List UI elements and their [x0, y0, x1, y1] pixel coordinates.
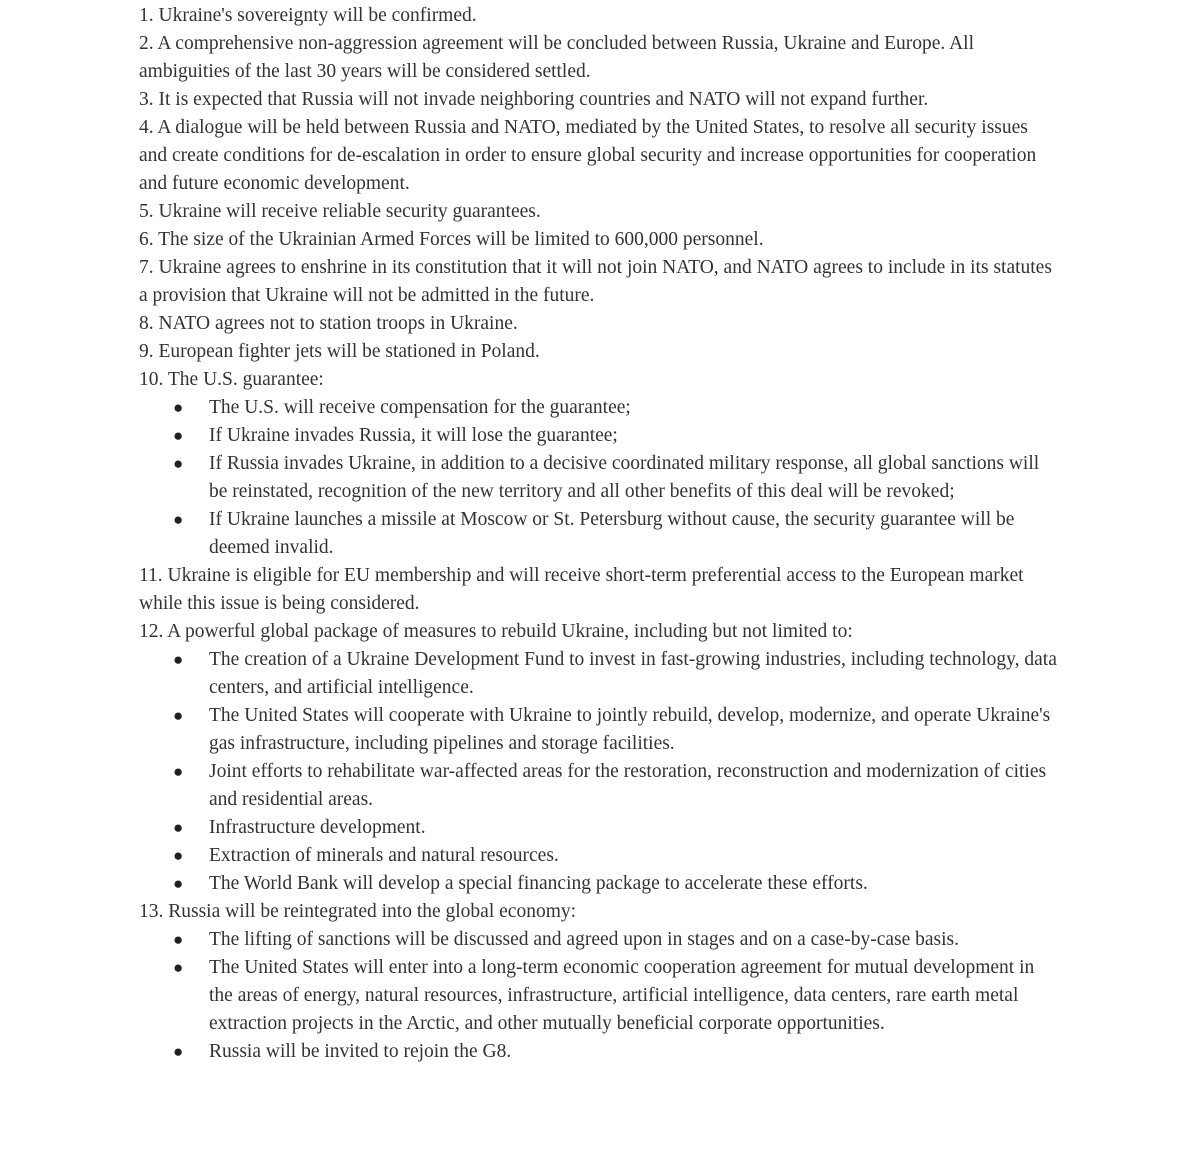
- bullet-text: The United States will cooperate with Ukraine to jointly rebuild, develop, modernize, and operate Ukraine's gas infrastructure, including pipelines and storage facilities.: [209, 705, 1051, 754]
- bullet-icon: ●: [173, 762, 184, 781]
- bullet-icon: ●: [173, 958, 184, 977]
- list-item-3: 3. It is expected that Russia will not invade neighboring countries and NATO will not expand further.: [139, 89, 929, 110]
- bullet-text: Extraction of minerals and natural resources.: [209, 845, 559, 866]
- list-item-6: 6. The size of the Ukrainian Armed Forces will be limited to 600,000 personnel.: [139, 229, 764, 250]
- bullet-text: If Ukraine invades Russia, it will lose the guarantee;: [209, 425, 618, 446]
- list-item-8: 8. NATO agrees not to station troops in Ukraine.: [139, 313, 518, 334]
- list-item-2: 2. A comprehensive non-aggression agreement will be concluded between Russia, Ukraine and Europe. All ambiguities of the last 30 years will be considered settled.: [139, 33, 975, 82]
- bullet-item: [139, 702, 1059, 758]
- list-item-1: 1. Ukraine's sovereignty will be confirmed.: [139, 5, 477, 26]
- bullet-item: [139, 450, 1059, 506]
- bullet-text: The World Bank will develop a special financing package to accelerate these efforts.: [209, 873, 868, 894]
- bullet-text: If Russia invades Ukraine, in addition to a decisive coordinated military response, all global sanctions will be reinstated, recognition of the new territory and all other benefits of this deal will be revoked;: [209, 453, 1040, 502]
- bullet-icon: ●: [173, 874, 184, 893]
- bullet-item: [139, 394, 1059, 422]
- bullet-item: [139, 506, 1059, 562]
- bullet-item: [139, 842, 1059, 870]
- bullet-icon: ●: [173, 510, 184, 529]
- bullet-text: The creation of a Ukraine Development Fund to invest in fast-growing industries, including technology, data centers, and artificial intelligence.: [209, 649, 1057, 698]
- bullet-icon: ●: [173, 650, 184, 669]
- bullet-icon: ●: [173, 454, 184, 473]
- bullet-item: [139, 758, 1059, 814]
- list-item-12: 12. A powerful global package of measures to rebuild Ukraine, including but not limited to:: [139, 621, 853, 642]
- bullet-text: The U.S. will receive compensation for the guarantee;: [209, 397, 631, 418]
- sublist-reintegration: [139, 926, 1059, 1066]
- bullet-text: If Ukraine launches a missile at Moscow or St. Petersburg without cause, the security guarantee will be deemed invalid.: [209, 509, 1015, 558]
- sublist-rebuild-package: [139, 646, 1059, 898]
- bullet-icon: ●: [173, 818, 184, 837]
- bullet-icon: ●: [173, 846, 184, 865]
- list-item-4: 4. A dialogue will be held between Russia and NATO, mediated by the United States, to resolve all security issues and create conditions for de-escalation in order to ensure global security and increase opportunities for cooperation and future economic development.: [139, 117, 1037, 194]
- bullet-item: [139, 926, 1059, 954]
- bullet-icon: ●: [173, 1042, 184, 1061]
- bullet-icon: ●: [173, 706, 184, 725]
- bullet-text: Russia will be invited to rejoin the G8.: [209, 1041, 512, 1062]
- document-body: [139, 2, 1059, 1066]
- list-item-5: 5. Ukraine will receive reliable security guarantees.: [139, 201, 541, 222]
- bullet-item: [139, 870, 1059, 898]
- list-item-7: 7. Ukraine agrees to enshrine in its constitution that it will not join NATO, and NATO agrees to include in its statutes a provision that Ukraine will not be admitted in the future.: [139, 257, 1052, 306]
- bullet-icon: ●: [173, 930, 184, 949]
- bullet-text: Infrastructure development.: [209, 817, 426, 838]
- bullet-item: [139, 422, 1059, 450]
- list-item-13: 13. Russia will be reintegrated into the global economy:: [139, 901, 577, 922]
- bullet-icon: ●: [173, 426, 184, 445]
- bullet-item: [139, 646, 1059, 702]
- sublist-us-guarantee: [139, 394, 1059, 562]
- list-item-10: 10. The U.S. guarantee:: [139, 369, 324, 390]
- bullet-text: The United States will enter into a long-term economic cooperation agreement for mutual development in the areas of energy, natural resources, infrastructure, artificial intelligence, data centers, rare earth metal extraction projects in the Arctic, and other mutually beneficial corporate opportunities.: [209, 957, 1035, 1034]
- bullet-item: [139, 954, 1059, 1038]
- bullet-icon: ●: [173, 398, 184, 417]
- bullet-item: [139, 1038, 1059, 1066]
- list-item-9: 9. European fighter jets will be stationed in Poland.: [139, 341, 540, 362]
- list-item-11: 11. Ukraine is eligible for EU membership and will receive short-term preferential access to the European market while this issue is being considered.: [139, 565, 1024, 614]
- bullet-item: [139, 814, 1059, 842]
- bullet-text: The lifting of sanctions will be discussed and agreed upon in stages and on a case-by-case basis.: [209, 929, 959, 950]
- bullet-text: Joint efforts to rehabilitate war-affected areas for the restoration, reconstruction and modernization of cities and residential areas.: [209, 761, 1047, 810]
